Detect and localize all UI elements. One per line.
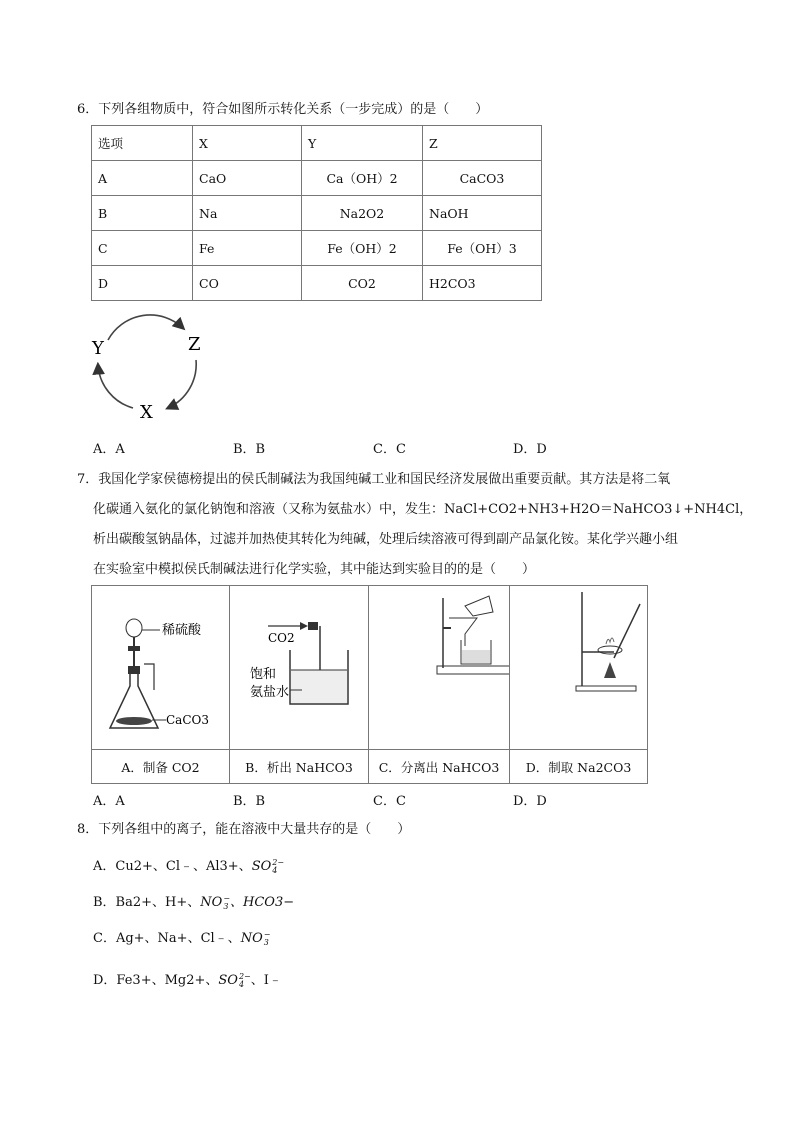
q7-line3: 析出碳酸氢钠晶体，过滤并加热使其转化为纯碱，处理后续溶液可得到副产品氯化铵。某化学兴趣小组 bbox=[93, 532, 679, 547]
option-d[interactable]: D．D bbox=[513, 442, 547, 457]
table-row bbox=[92, 750, 648, 784]
table-cell: Z bbox=[423, 126, 542, 161]
charge-sub: 3 bbox=[263, 937, 269, 947]
table-row bbox=[92, 266, 542, 301]
q7-line2: 化碳通入氨化的氯化钠饱和溶液（又称为氨盐水）中，发生：NaCl+CO2+NH3+H2O＝NaHCO3↓+NH4Cl， bbox=[93, 502, 753, 517]
charge-sup: 2− bbox=[272, 857, 285, 867]
table-row bbox=[92, 196, 542, 231]
charge-sup: 2− bbox=[238, 971, 251, 981]
evaporation-apparatus bbox=[510, 586, 647, 746]
co2-label: CO2 bbox=[268, 631, 295, 645]
table-cell: X bbox=[193, 126, 302, 161]
table-cell: D bbox=[92, 266, 193, 301]
charge-sub: 3 bbox=[223, 901, 229, 911]
caco3-label: CaCO3 bbox=[166, 713, 209, 727]
table-cell: CaCO3 bbox=[423, 161, 542, 196]
table-cell: Na bbox=[193, 196, 302, 231]
panel-b bbox=[230, 586, 369, 750]
panel-a bbox=[92, 586, 230, 750]
table-cell: Ca（OH）2 bbox=[302, 161, 423, 196]
q8-stem: 8．下列各组中的离子，能在溶液中大量共存的是（ ） bbox=[77, 822, 411, 837]
option-c[interactable]: C．C bbox=[373, 442, 406, 457]
label-y: Y bbox=[92, 338, 104, 359]
q6-stem: 6．下列各组物质中，符合如图所示转化关系（一步完成）的是（ ） bbox=[77, 102, 489, 117]
option-c[interactable]: C．C bbox=[373, 794, 406, 809]
q7-line1: 7．我国化学家侯德榜提出的侯氏制碱法为我国纯碱工业和国民经济发展做出重要贡献。其方法是将二氧 bbox=[77, 472, 671, 487]
ion-formula: NO bbox=[200, 895, 223, 910]
q6-options bbox=[93, 438, 653, 457]
acid-label: 稀硫酸 bbox=[162, 623, 202, 638]
ion-charge bbox=[239, 973, 251, 989]
q8-option-a[interactable] bbox=[93, 852, 284, 882]
filtration-apparatus bbox=[369, 586, 509, 746]
label-z: Z bbox=[188, 334, 201, 355]
option-a[interactable]: A．A bbox=[93, 794, 125, 809]
table-row bbox=[92, 231, 542, 266]
panel-c bbox=[369, 586, 510, 750]
caption-b: B．析出 NaHCO3 bbox=[230, 750, 369, 784]
option-d[interactable]: D．D bbox=[513, 794, 547, 809]
table-cell: NaOH bbox=[423, 196, 542, 231]
option-text: A．Cu2+、Cl﹣、Al3+、 bbox=[93, 859, 252, 874]
option-text: D．Fe3+、Mg2+、 bbox=[93, 973, 219, 988]
charge-sub: 4 bbox=[272, 865, 278, 875]
table-row bbox=[92, 126, 542, 161]
arrow-x-to-y bbox=[98, 365, 133, 408]
table-cell: Y bbox=[302, 126, 423, 161]
table-cell: CO bbox=[193, 266, 302, 301]
table-cell: A bbox=[92, 161, 193, 196]
caption-d: D．制取 Na2CO3 bbox=[510, 750, 648, 784]
table-cell: C bbox=[92, 231, 193, 266]
caption-a: A．制备 CO2 bbox=[92, 750, 230, 784]
charge-sup: − bbox=[263, 929, 271, 939]
option-tail: 、I﹣ bbox=[250, 973, 282, 988]
q6-table bbox=[91, 125, 542, 301]
ion-formula: NO bbox=[240, 931, 263, 946]
option-text: C．Ag+、Na+、Cl﹣、 bbox=[93, 931, 241, 946]
table-row bbox=[92, 161, 542, 196]
option-b[interactable]: B．B bbox=[233, 442, 266, 457]
ion-charge bbox=[272, 859, 284, 875]
table-cell: CO2 bbox=[302, 266, 423, 301]
option-a[interactable]: A．A bbox=[93, 442, 125, 457]
saturated-label: 饱和 bbox=[250, 667, 277, 682]
arrow-y-to-z bbox=[108, 315, 183, 340]
arrow-z-to-x bbox=[168, 360, 196, 408]
q8-option-b[interactable] bbox=[93, 888, 294, 918]
ion-formula: SO bbox=[251, 859, 272, 874]
ammonia-brine-label: 氨盐水 bbox=[250, 685, 290, 700]
table-cell: CaO bbox=[193, 161, 302, 196]
charge-sup: − bbox=[223, 893, 231, 903]
option-tail: 、HCO3− bbox=[230, 895, 295, 910]
ion-formula: SO bbox=[218, 973, 238, 988]
table-cell: 选项 bbox=[92, 126, 193, 161]
q7-line4: 在实验室中模拟侯氏制碱法进行化学实验，其中能达到实验目的的是（ ） bbox=[93, 562, 536, 577]
q7-apparatus-table bbox=[91, 585, 648, 784]
caption-c: C．分离出 NaHCO3 bbox=[369, 750, 510, 784]
table-cell: Fe（OH）3 bbox=[423, 231, 542, 266]
option-text: B．Ba2+、H+、 bbox=[93, 895, 201, 910]
panel-d bbox=[510, 586, 648, 750]
ion-charge bbox=[223, 895, 230, 911]
ion-charge bbox=[264, 931, 271, 947]
q8-option-d[interactable] bbox=[93, 966, 282, 996]
flask-apparatus bbox=[92, 586, 229, 746]
q8-option-c[interactable] bbox=[93, 924, 270, 954]
table-cell: B bbox=[92, 196, 193, 231]
cycle-diagram bbox=[88, 310, 218, 425]
table-cell: Na2O2 bbox=[302, 196, 423, 231]
table-cell: H2CO3 bbox=[423, 266, 542, 301]
table-cell: Fe（OH）2 bbox=[302, 231, 423, 266]
label-x: X bbox=[140, 402, 153, 423]
charge-sub: 4 bbox=[238, 979, 245, 989]
q7-options bbox=[93, 790, 653, 809]
beaker-apparatus bbox=[230, 586, 368, 746]
option-b[interactable]: B．B bbox=[233, 794, 266, 809]
table-cell: Fe bbox=[193, 231, 302, 266]
table-row bbox=[92, 586, 648, 750]
